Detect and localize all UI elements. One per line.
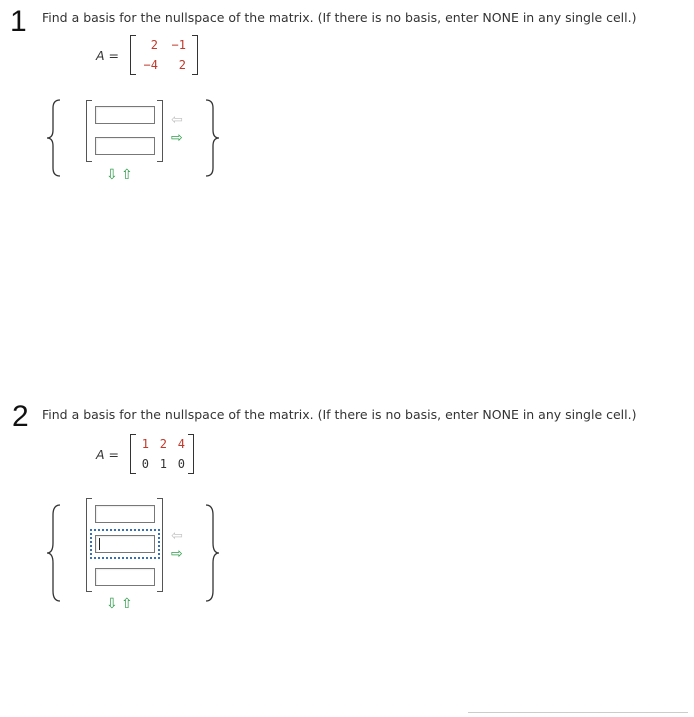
answer-cell[interactable] bbox=[95, 568, 155, 586]
vector-left-bracket bbox=[86, 100, 92, 162]
add-vector-arrow-icon[interactable]: ⇨ bbox=[171, 546, 183, 562]
remove-vector-arrow-icon[interactable]: ⇦ bbox=[171, 112, 183, 128]
text-caret bbox=[99, 538, 100, 550]
add-row-down-arrow-icon[interactable]: ⇩ bbox=[106, 596, 118, 612]
matrix-left-bracket bbox=[130, 434, 136, 474]
matrix-entry: 1 bbox=[159, 457, 167, 471]
remove-vector-arrow-icon[interactable]: ⇦ bbox=[171, 528, 183, 544]
equals-sign: = bbox=[108, 48, 120, 63]
answer-cell[interactable] bbox=[95, 505, 155, 523]
matrix-entry: 2 bbox=[150, 38, 158, 52]
given-matrix bbox=[130, 35, 198, 75]
matrix-right-bracket bbox=[188, 434, 194, 474]
question-number: 2 bbox=[12, 400, 29, 433]
matrix-entry: 0 bbox=[141, 457, 149, 471]
right-brace bbox=[202, 503, 222, 603]
right-brace bbox=[202, 98, 222, 178]
matrix-entry: −4 bbox=[143, 58, 158, 72]
answer-cell[interactable] bbox=[95, 137, 155, 155]
matrix-entry: 1 bbox=[141, 437, 149, 451]
matrix-label bbox=[96, 447, 119, 462]
add-vector-arrow-icon[interactable]: ⇨ bbox=[171, 130, 183, 146]
vector-right-bracket bbox=[157, 100, 163, 162]
left-brace bbox=[44, 503, 64, 603]
left-brace bbox=[44, 98, 64, 178]
matrix-variable: A bbox=[96, 447, 105, 462]
given-matrix bbox=[130, 434, 194, 474]
question-prompt: Find a basis for the nullspace of the matrix. (If there is no basis, enter NONE in any single cell.) bbox=[42, 407, 637, 422]
answer-cell[interactable] bbox=[95, 106, 155, 124]
matrix-entry: 2 bbox=[178, 58, 186, 72]
matrix-entry: −1 bbox=[171, 38, 186, 52]
equals-sign: = bbox=[108, 447, 120, 462]
matrix-entry: 0 bbox=[177, 457, 185, 471]
divider-line bbox=[468, 712, 688, 713]
question-number: 1 bbox=[10, 5, 27, 38]
matrix-label bbox=[96, 48, 119, 63]
question-prompt: Find a basis for the nullspace of the matrix. (If there is no basis, enter NONE in any single cell.) bbox=[42, 10, 637, 25]
matrix-variable: A bbox=[96, 48, 105, 63]
matrix-entry: 2 bbox=[159, 437, 167, 451]
answer-cell-active[interactable] bbox=[95, 535, 155, 553]
remove-row-up-arrow-icon[interactable]: ⇧ bbox=[121, 167, 133, 183]
add-row-down-arrow-icon[interactable]: ⇩ bbox=[106, 167, 118, 183]
remove-row-up-arrow-icon[interactable]: ⇧ bbox=[121, 596, 133, 612]
matrix-right-bracket bbox=[192, 35, 198, 75]
matrix-entry: 4 bbox=[177, 437, 185, 451]
